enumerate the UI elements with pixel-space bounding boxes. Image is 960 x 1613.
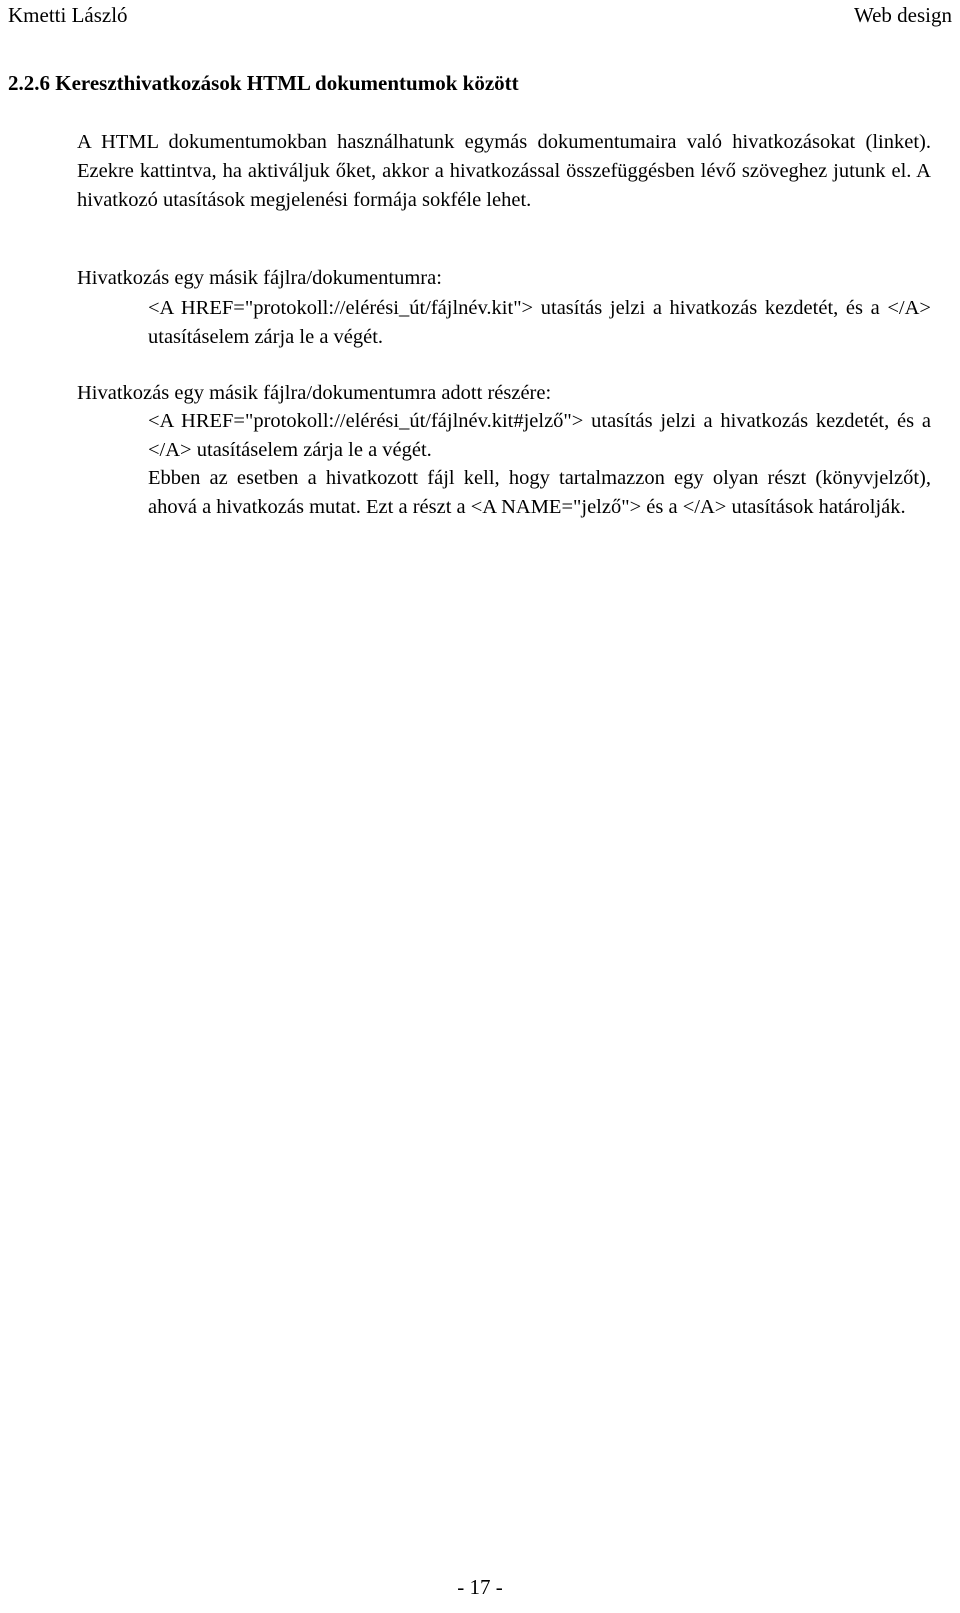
anchor-note-paragraph: Ebben az esetben a hivatkozott fájl kell, hogy tartalmazzon egy olyan részt (könyvjelzőt), ahová a hivatkozás mutat. Ezt a részt a <A NAME="jelző"> és a </A> utasítások határolják.	[148, 467, 931, 518]
anchor-link-heading: Hivatkozás egy másik fájlra/dokumentumra adott részére:	[77, 382, 552, 404]
anchor-link-description: <A HREF="protokoll://elérési_út/fájlnév.kit#jelző"> utasítás jelzi a hivatkozás kezdetét, és a </A> utasításelem zárja le a végét.	[148, 410, 931, 461]
intro-paragraph: A HTML dokumentumokban használhatunk egymás dokumentumaira való hivatkozásokat (linket). Ezekre kattintva, ha aktiváljuk őket, akkor a hivatkozással összefüggésben lévő szöveghez jutunk el. A hivatkozó utasítások megjelenési formája sokféle lehet.	[77, 131, 931, 211]
file-link-heading: Hivatkozás egy másik fájlra/dokumentumra:	[77, 267, 442, 289]
file-link-description: <A HREF="protokoll://elérési_út/fájlnév.kit"> utasítás jelzi a hivatkozás kezdetét, és a </A> utasításelem zárja le a végét.	[148, 297, 931, 348]
header-author: Kmetti László	[8, 3, 128, 27]
section-title: 2.2.6 Kereszthivatkozások HTML dokumentumok között	[8, 71, 519, 95]
page-number: - 17 -	[457, 1575, 503, 1599]
header-subject: Web design	[853, 3, 952, 27]
